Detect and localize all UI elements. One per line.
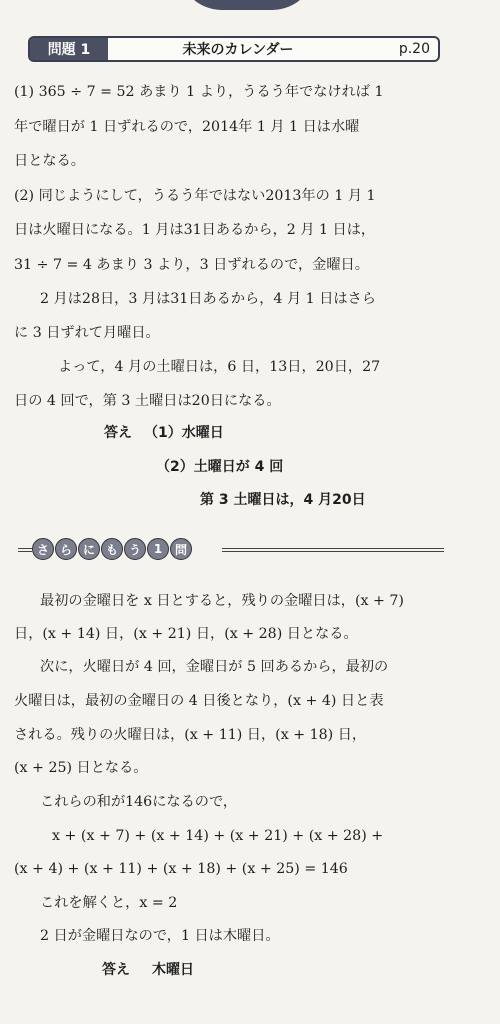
extra-line-1: 最初の金曜日を x 日とすると，残りの金曜日は，(x + 7) [40,593,404,609]
heading-char: も [101,538,123,560]
solution-line-1: (1) 365 ÷ 7 = 52 あまり 1 より，うるう年でなければ 1 [14,84,384,100]
extra-line-5: される。残りの火曜日は，(x + 11) 日，(x + 18) 日， [14,727,367,743]
heading-bubbles [32,538,192,562]
answer-part-2: （2）土曜日が 4 回 [156,459,284,475]
solution-line-5: 日は火曜日になる。1 月は31日あるから，2 月 1 日は， [14,222,376,238]
problem-header [28,36,440,62]
heading-char: ら [55,538,77,560]
extra-line-3: 次に，火曜日が 4 回，金曜日が 5 回あるから，最初の [40,659,389,675]
solution-line-6: 31 ÷ 7 = 4 あまり 3 より，3 日ずれるので，金曜日。 [14,257,369,273]
extra-answer-value: 木曜日 [152,962,194,978]
solution-line-2: 年で曜日が 1 日ずれるので，2014年 1 月 1 日は水曜 [14,119,360,135]
heading-char: さ [32,538,54,560]
extra-line-10: これを解くと，x = 2 [40,895,178,911]
solution-line-4: (2) 同じようにして，うるう年ではない2013年の 1 月 1 [14,188,376,204]
extra-line-4: 火曜日は，最初の金曜日の 4 日後となり，(x + 4) 日と表 [14,693,384,709]
extra-line-7: これらの和が146になるので， [40,794,238,810]
top-decorative-arc [178,0,316,10]
heading-char: に [78,538,100,560]
problem-number-tab: 問題 1 [30,38,108,60]
solution-line-8: に 3 日ずれて月曜日。 [14,325,160,341]
solution-line-9: よって，4 月の土曜日は，6 日，13日，20日，27 [58,359,381,375]
heading-char: う [124,538,146,560]
problem-title: 未来のカレンダー [182,42,294,58]
extra-line-11: 2 日が金曜日なので，1 日は木曜日。 [40,928,280,944]
heading-rule-left [18,548,32,552]
solution-line-7: 2 月は28日，3 月は31日あるから，4 月 1 日はさら [40,291,376,307]
heading-char: 1 [147,538,169,560]
answer-part-3: 第 3 土曜日は，4 月20日 [200,492,366,508]
page-reference: p.20 [398,41,430,57]
extra-problem-heading [18,538,444,564]
answer-label: 答え [104,425,132,441]
extra-answer-label: 答え [102,962,130,978]
extra-line-2: 日，(x + 14) 日，(x + 21) 日，(x + 28) 日となる。 [14,626,358,642]
extra-line-9: (x + 4) + (x + 11) + (x + 18) + (x + 25) = 146 [14,861,348,877]
heading-char: 問 [170,538,192,560]
solution-line-3: 日となる。 [14,153,85,169]
answer-part-1: （1）水曜日 [144,425,224,441]
extra-line-6: (x + 25) 日となる。 [14,760,148,776]
extra-line-8: x + (x + 7) + (x + 14) + (x + 21) + (x + 28) + [52,828,384,844]
solution-line-10: 日の 4 回で，第 3 土曜日は20日になる。 [14,393,281,409]
heading-rule-right [222,548,444,552]
